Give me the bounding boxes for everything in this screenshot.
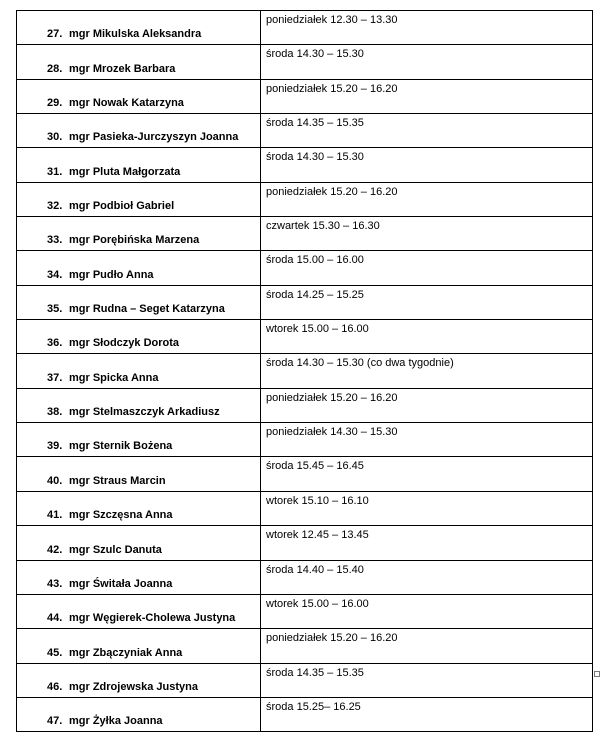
consultation-time: środa 15.25– 16.25 (261, 697, 593, 731)
teacher-entry (47, 372, 260, 388)
teacher-cell (17, 423, 261, 457)
teacher-name: mgr Szulc Danuta (69, 543, 162, 556)
table-row (17, 594, 593, 628)
teacher-name: mgr Nowak Katarzyna (69, 97, 184, 110)
row-number: 45. (47, 646, 63, 659)
teacher-entry (47, 200, 260, 216)
consultation-time: wtorek 15.00 – 16.00 (261, 320, 593, 354)
teacher-entry (47, 715, 260, 731)
end-of-table-mark (594, 671, 600, 677)
table-body (17, 11, 593, 732)
table-row (17, 320, 593, 354)
consultation-time: poniedziałek 15.20 – 16.20 (261, 182, 593, 216)
table-row (17, 251, 593, 285)
teacher-entry (47, 131, 260, 147)
row-number: 37. (47, 371, 63, 384)
table-row (17, 285, 593, 319)
teacher-cell (17, 11, 261, 45)
teacher-name: mgr Rudna – Seget Katarzyna (69, 303, 225, 316)
teacher-name: mgr Pasieka-Jurczyszyn Joanna (69, 131, 239, 144)
teacher-name: mgr Żyłka Joanna (69, 715, 163, 728)
table-row (17, 45, 593, 79)
teacher-name: mgr Węgierek-Cholewa Justyna (69, 612, 236, 625)
teacher-cell (17, 217, 261, 251)
teacher-entry (47, 303, 260, 319)
row-number: 46. (47, 680, 63, 693)
teacher-name: mgr Podbioł Gabriel (69, 200, 175, 213)
consultation-time: środa 14.35 – 15.35 (261, 114, 593, 148)
teacher-name: mgr Zdrojewska Justyna (69, 680, 198, 693)
teacher-entry (47, 578, 260, 594)
teacher-cell (17, 594, 261, 628)
consultation-time: poniedziałek 12.30 – 13.30 (261, 11, 593, 45)
row-number: 47. (47, 715, 63, 728)
row-number: 35. (47, 303, 63, 316)
consultation-hours-table (16, 10, 593, 732)
table-row (17, 217, 593, 251)
teacher-cell (17, 285, 261, 319)
row-number: 40. (47, 474, 63, 487)
teacher-name: mgr Świtała Joanna (69, 577, 173, 590)
table-row (17, 79, 593, 113)
row-number: 33. (47, 234, 63, 247)
row-number: 42. (47, 543, 63, 556)
teacher-cell (17, 251, 261, 285)
teacher-entry (47, 475, 260, 491)
table-row (17, 526, 593, 560)
consultation-time: środa 14.25 – 15.25 (261, 285, 593, 319)
table-row (17, 663, 593, 697)
teacher-cell (17, 560, 261, 594)
consultation-time: czwartek 15.30 – 16.30 (261, 217, 593, 251)
teacher-cell (17, 629, 261, 663)
teacher-entry (47, 234, 260, 250)
teacher-cell (17, 79, 261, 113)
teacher-cell (17, 45, 261, 79)
teacher-cell (17, 182, 261, 216)
teacher-entry (47, 63, 260, 79)
row-number: 44. (47, 612, 63, 625)
consultation-time: poniedziałek 15.20 – 16.20 (261, 388, 593, 422)
teacher-cell (17, 663, 261, 697)
row-number: 34. (47, 268, 63, 281)
consultation-time: środa 14.40 – 15.40 (261, 560, 593, 594)
table-row (17, 182, 593, 216)
consultation-time: wtorek 15.00 – 16.00 (261, 594, 593, 628)
teacher-entry (47, 166, 260, 182)
teacher-name: mgr Porębińska Marzena (69, 234, 200, 247)
teacher-name: mgr Szczęsna Anna (69, 509, 173, 522)
row-number: 43. (47, 577, 63, 590)
table-row (17, 423, 593, 457)
teacher-entry (47, 28, 260, 44)
teacher-entry (47, 612, 260, 628)
consultation-time: środa 15.00 – 16.00 (261, 251, 593, 285)
teacher-cell (17, 148, 261, 182)
table-row (17, 491, 593, 525)
teacher-entry (47, 681, 260, 697)
row-number: 29. (47, 97, 63, 110)
teacher-entry (47, 544, 260, 560)
teacher-name: mgr Pudło Anna (69, 268, 154, 281)
table-row (17, 11, 593, 45)
row-number: 39. (47, 440, 63, 453)
teacher-entry (47, 337, 260, 353)
teacher-entry (47, 97, 260, 113)
teacher-entry (47, 647, 260, 663)
teacher-name: mgr Słodczyk Dorota (69, 337, 180, 350)
consultation-time: wtorek 15.10 – 16.10 (261, 491, 593, 525)
consultation-time: poniedziałek 15.20 – 16.20 (261, 629, 593, 663)
teacher-name: mgr Mrozek Barbara (69, 62, 176, 75)
teacher-name: mgr Pluta Małgorzata (69, 165, 181, 178)
table-row (17, 457, 593, 491)
table-row (17, 560, 593, 594)
teacher-cell (17, 320, 261, 354)
row-number: 30. (47, 131, 63, 144)
table-row (17, 697, 593, 731)
teacher-name: mgr Sternik Bożena (69, 440, 173, 453)
row-number: 31. (47, 165, 63, 178)
teacher-entry (47, 269, 260, 285)
teacher-name: mgr Zbączyniak Anna (69, 646, 183, 659)
teacher-name: mgr Mikulska Aleksandra (69, 28, 202, 41)
table-row (17, 148, 593, 182)
teacher-entry (47, 440, 260, 456)
row-number: 38. (47, 406, 63, 419)
teacher-cell (17, 457, 261, 491)
consultation-time: środa 14.30 – 15.30 (261, 45, 593, 79)
row-number: 41. (47, 509, 63, 522)
consultation-time: środa 14.30 – 15.30 (261, 148, 593, 182)
table-row (17, 388, 593, 422)
teacher-name: mgr Stelmaszczyk Arkadiusz (69, 406, 220, 419)
teacher-cell (17, 491, 261, 525)
consultation-time: poniedziałek 15.20 – 16.20 (261, 79, 593, 113)
teacher-name: mgr Straus Marcin (69, 474, 166, 487)
teacher-cell (17, 388, 261, 422)
teacher-entry (47, 509, 260, 525)
consultation-time: środa 14.35 – 15.35 (261, 663, 593, 697)
teacher-cell (17, 526, 261, 560)
teacher-cell (17, 114, 261, 148)
table-row (17, 629, 593, 663)
teacher-cell (17, 354, 261, 388)
teacher-name: mgr Spicka Anna (69, 371, 159, 384)
teacher-entry (47, 406, 260, 422)
row-number: 28. (47, 62, 63, 75)
row-number: 36. (47, 337, 63, 350)
teacher-cell (17, 697, 261, 731)
table-row (17, 354, 593, 388)
row-number: 32. (47, 200, 63, 213)
consultation-time: wtorek 12.45 – 13.45 (261, 526, 593, 560)
consultation-time: środa 14.30 – 15.30 (co dwa tygodnie) (261, 354, 593, 388)
row-number: 27. (47, 28, 63, 41)
consultation-time: środa 15.45 – 16.45 (261, 457, 593, 491)
consultation-time: poniedziałek 14.30 – 15.30 (261, 423, 593, 457)
table-row (17, 114, 593, 148)
